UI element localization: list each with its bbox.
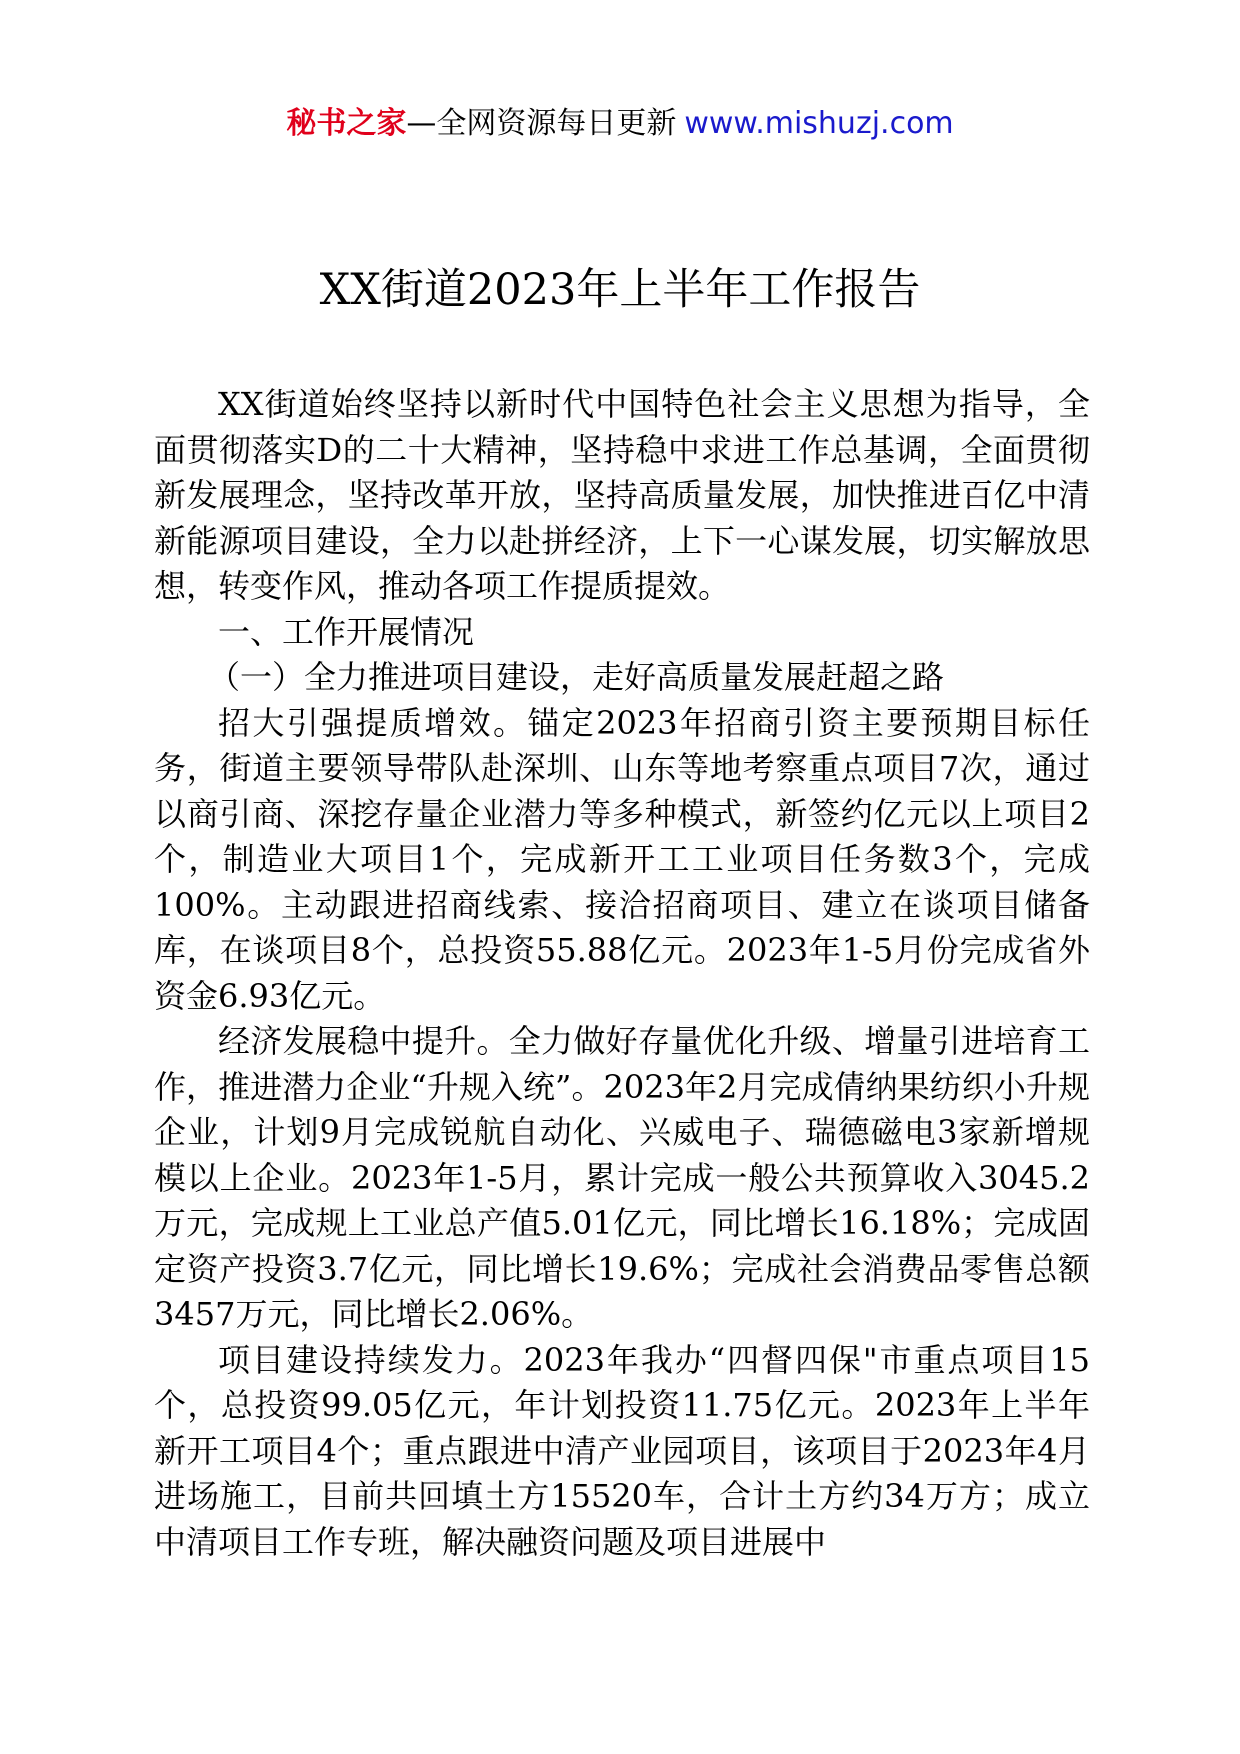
section-heading: 一、工作开展情况 — [218, 612, 475, 651]
subsection-heading: （一）全力推进项目建设，走好高质量发展赶超之路 — [208, 658, 945, 696]
document-title: XX街道2023年上半年工作报告 — [319, 265, 921, 315]
paragraph-economy: 经济发展稳中提升。全力做好存量优化升级、增量引进培育工作，推进潜力企业“升规入统”。2023年2月完成倩纳果纺织小升规企业，计划9月完成锐航自动化、兴威电子、瑞德磁电3家新增规模以上企业。2023年1-5月，累计完成一般公共预算收入3045.2万元，完成规上工业总产值5.01亿元，同比增长16.18%；完成固定资产投资3.7亿元，同比增长19.6%；完成社会消费品零售总额3457万元，同比增长2.06%。 — [154, 1022, 1090, 1333]
site-header — [0, 104, 1240, 144]
paragraph-projects: 项目建设持续发力。2023年我办“四督四保"市重点项目15个，总投资99.05亿元，年计划投资11.75亿元。2023年上半年新开工项目4个；重点跟进中清产业园项目，该项目于2023年4月进场施工，目前共回填土方15520车，合计土方约34万方；成立中清项目工作专班，解决融资问题及项目进展中 — [154, 1340, 1090, 1561]
paragraph-intro: XX街道始终坚持以新时代中国特色社会主义思想为指导，全面贯彻落实D的二十大精神，坚持稳中求进工作总基调，全面贯彻新发展理念，坚持改革开放，坚持高质量发展，加快推进百亿中清新能源项目建设，全力以赴拼经济，上下一心谋发展，切实解放思想，转变作风，推动各项工作提质提效。 — [154, 385, 1090, 605]
document-body — [154, 382, 1090, 1565]
site-url[interactable]: www.mishuzj.com — [684, 106, 954, 141]
paragraph-investment: 招大引强提质增效。锚定2023年招商引资主要预期目标任务，街道主要领导带队赴深圳、山东等地考察重点项目7次，通过以商引商、深挖存量企业潜力等多种模式，新签约亿元以上项目2个，制造业大项目1个，完成新开工工业项目任务数3个，完成100%。主动跟进招商线索、接洽招商项目、建立在谈项目储备库，在谈项目8个，总投资55.88亿元。2023年1-5月份完成省外资金6.93亿元。 — [154, 703, 1090, 1015]
brand-name: 秘书之家 — [286, 106, 407, 141]
header-tagline: —全网资源每日更新 — [406, 106, 677, 141]
